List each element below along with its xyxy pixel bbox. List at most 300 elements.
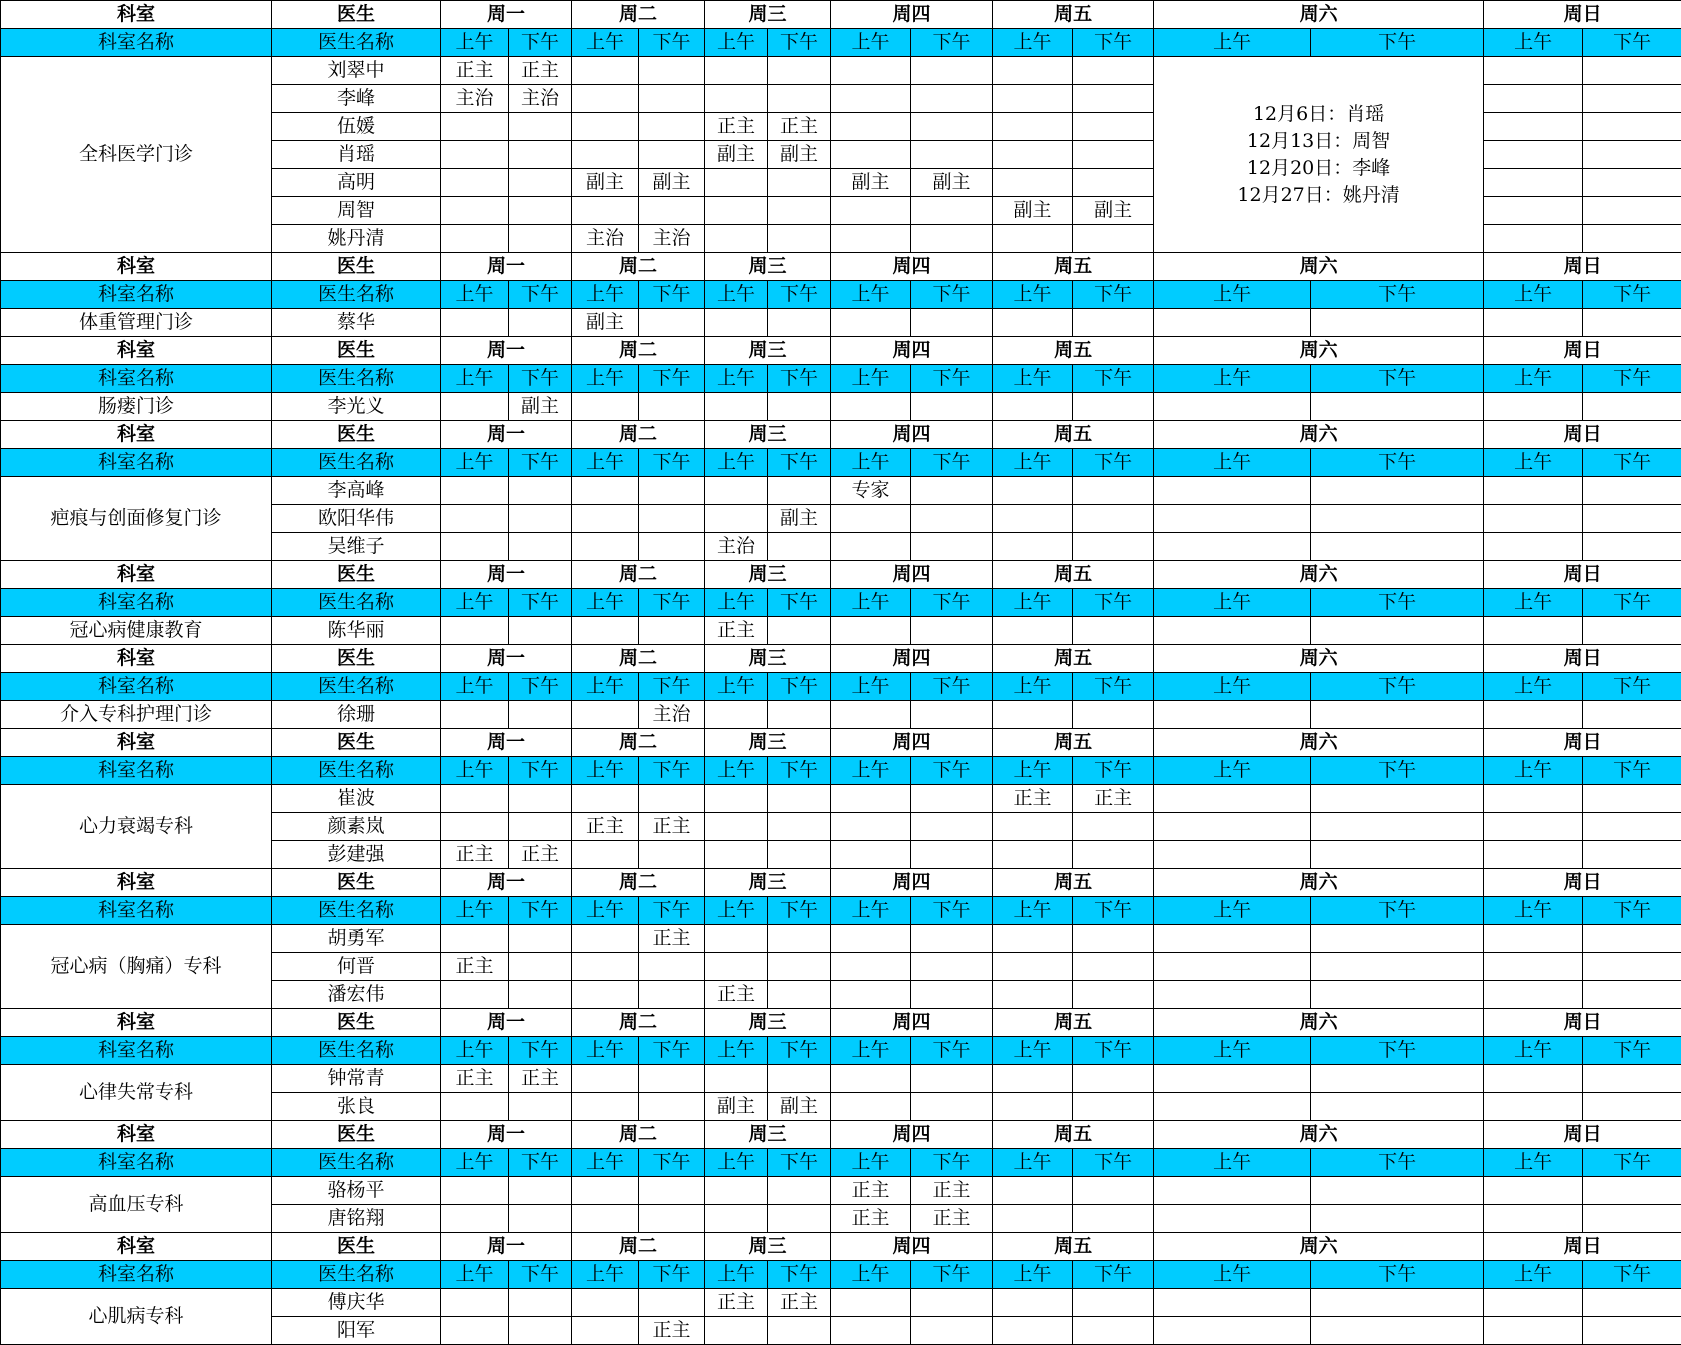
am-header-cell: 上午 xyxy=(1484,281,1583,309)
schedule-slot-cell: 副主 xyxy=(768,505,831,533)
saturday-rotation-note xyxy=(1154,57,1484,253)
schedule-slot-cell xyxy=(509,617,572,645)
pm-header-cell: 下午 xyxy=(639,1037,705,1065)
doctor-name-cell: 颜素岚 xyxy=(272,813,441,841)
schedule-slot-cell xyxy=(1484,1177,1583,1205)
am-header-cell: 上午 xyxy=(1484,29,1583,57)
schedule-slot-cell xyxy=(831,1065,911,1093)
schedule-slot-cell xyxy=(509,169,572,197)
schedule-slot-cell xyxy=(1073,141,1154,169)
doctor-name-cell: 傅庆华 xyxy=(272,1289,441,1317)
schedule-slot-cell xyxy=(705,197,768,225)
schedule-slot-cell xyxy=(572,57,639,85)
schedule-slot-cell xyxy=(831,309,911,337)
schedule-slot-cell xyxy=(1073,1065,1154,1093)
department-name-cell: 心力衰竭专科 xyxy=(1,785,272,869)
pm-header-cell: 下午 xyxy=(768,897,831,925)
schedule-slot-cell xyxy=(1073,1317,1154,1345)
schedule-slot-cell xyxy=(572,841,639,869)
am-header-cell: 上午 xyxy=(705,29,768,57)
schedule-slot-cell: 副主 xyxy=(572,169,639,197)
day-header-cell: 周三 xyxy=(705,561,831,589)
schedule-slot-cell xyxy=(639,141,705,169)
day-header-cell: 周日 xyxy=(1484,1121,1681,1149)
schedule-slot-cell xyxy=(911,813,993,841)
session-header-row xyxy=(1,29,1681,57)
schedule-slot-cell xyxy=(1154,925,1311,953)
schedule-slot-cell xyxy=(441,477,509,505)
doctor-header-cell: 医生 xyxy=(272,1,441,29)
schedule-slot-cell xyxy=(1583,533,1681,561)
pm-header-cell: 下午 xyxy=(768,365,831,393)
schedule-slot-cell xyxy=(1484,197,1583,225)
schedule-slot-cell xyxy=(993,225,1073,253)
schedule-slot-cell xyxy=(831,1289,911,1317)
schedule-slot-cell xyxy=(572,477,639,505)
am-header-cell: 上午 xyxy=(572,1261,639,1289)
schedule-slot-cell: 副主 xyxy=(768,1093,831,1121)
am-header-cell: 上午 xyxy=(1484,449,1583,477)
schedule-slot-cell xyxy=(768,785,831,813)
schedule-slot-cell xyxy=(441,617,509,645)
pm-header-cell: 下午 xyxy=(639,365,705,393)
schedule-slot-cell xyxy=(509,925,572,953)
schedule-slot-cell xyxy=(1583,169,1681,197)
pm-header-cell: 下午 xyxy=(509,757,572,785)
schedule-slot-cell: 正主 xyxy=(509,1065,572,1093)
am-header-cell: 上午 xyxy=(441,29,509,57)
schedule-slot-cell xyxy=(993,1317,1073,1345)
pm-header-cell: 下午 xyxy=(911,1037,993,1065)
dept-name-header-cell: 科室名称 xyxy=(1,673,272,701)
schedule-slot-cell xyxy=(1484,1093,1583,1121)
session-header-row xyxy=(1,589,1681,617)
schedule-slot-cell xyxy=(509,813,572,841)
dept-header-cell: 科室 xyxy=(1,645,272,673)
schedule-slot-cell xyxy=(441,1205,509,1233)
doctor-name-cell: 肖瑶 xyxy=(272,141,441,169)
schedule-slot-cell: 正主 xyxy=(572,813,639,841)
doctor-row xyxy=(1,477,1681,505)
pm-header-cell: 下午 xyxy=(1311,1037,1484,1065)
schedule-slot-cell xyxy=(1073,505,1154,533)
schedule-slot-cell xyxy=(509,1093,572,1121)
schedule-slot-cell xyxy=(1583,925,1681,953)
day-header-cell: 周三 xyxy=(705,253,831,281)
pm-header-cell: 下午 xyxy=(1073,757,1154,785)
pm-header-cell: 下午 xyxy=(1583,281,1681,309)
department-name-cell: 高血压专科 xyxy=(1,1177,272,1233)
pm-header-cell: 下午 xyxy=(639,281,705,309)
am-header-cell: 上午 xyxy=(572,589,639,617)
day-header-cell: 周二 xyxy=(572,1233,705,1261)
schedule-slot-cell xyxy=(639,113,705,141)
schedule-slot-cell xyxy=(1311,1093,1484,1121)
day-header-cell: 周一 xyxy=(441,869,572,897)
doctor-name-cell: 姚丹清 xyxy=(272,225,441,253)
schedule-slot-cell xyxy=(911,309,993,337)
day-header-cell: 周六 xyxy=(1154,1009,1484,1037)
day-header-cell: 周四 xyxy=(831,869,993,897)
schedule-slot-cell xyxy=(1154,1317,1311,1345)
schedule-slot-cell xyxy=(768,393,831,421)
dept-header-cell: 科室 xyxy=(1,421,272,449)
day-header-cell: 周六 xyxy=(1154,729,1484,757)
schedule-slot-cell xyxy=(1484,309,1583,337)
pm-header-cell: 下午 xyxy=(1583,1037,1681,1065)
pm-header-cell: 下午 xyxy=(509,673,572,701)
schedule-slot-cell xyxy=(572,925,639,953)
schedule-slot-cell xyxy=(1073,85,1154,113)
pm-header-cell: 下午 xyxy=(1311,757,1484,785)
am-header-cell: 上午 xyxy=(1484,1037,1583,1065)
schedule-slot-cell xyxy=(1154,785,1311,813)
schedule-slot-cell xyxy=(1583,309,1681,337)
schedule-slot-cell xyxy=(1073,113,1154,141)
day-header-row xyxy=(1,337,1681,365)
am-header-cell: 上午 xyxy=(441,449,509,477)
schedule-slot-cell xyxy=(639,953,705,981)
schedule-slot-cell xyxy=(441,141,509,169)
schedule-slot-cell: 正主 xyxy=(441,953,509,981)
schedule-slot-cell xyxy=(993,169,1073,197)
schedule-slot-cell xyxy=(993,477,1073,505)
schedule-slot-cell xyxy=(572,1177,639,1205)
schedule-slot-cell xyxy=(509,533,572,561)
day-header-cell: 周三 xyxy=(705,869,831,897)
am-header-cell: 上午 xyxy=(993,897,1073,925)
schedule-slot-cell xyxy=(572,113,639,141)
schedule-slot-cell xyxy=(768,617,831,645)
pm-header-cell: 下午 xyxy=(1583,29,1681,57)
schedule-slot-cell xyxy=(441,393,509,421)
day-header-cell: 周六 xyxy=(1154,337,1484,365)
schedule-slot-cell xyxy=(572,141,639,169)
schedule-slot-cell xyxy=(1583,141,1681,169)
schedule-slot-cell xyxy=(993,981,1073,1009)
day-header-cell: 周一 xyxy=(441,645,572,673)
schedule-slot-cell xyxy=(831,141,911,169)
am-header-cell: 上午 xyxy=(441,1149,509,1177)
schedule-slot-cell xyxy=(911,197,993,225)
pm-header-cell: 下午 xyxy=(639,1149,705,1177)
doctor-row xyxy=(1,617,1681,645)
day-header-row xyxy=(1,1,1681,29)
session-header-row xyxy=(1,757,1681,785)
schedule-slot-cell xyxy=(1583,85,1681,113)
schedule-slot-cell xyxy=(831,617,911,645)
pm-header-cell: 下午 xyxy=(1073,281,1154,309)
am-header-cell: 上午 xyxy=(705,365,768,393)
doctor-header-cell: 医生 xyxy=(272,729,441,757)
schedule-slot-cell xyxy=(1073,841,1154,869)
schedule-slot-cell xyxy=(639,533,705,561)
dept-name-header-cell: 科室名称 xyxy=(1,1261,272,1289)
dept-header-cell: 科室 xyxy=(1,337,272,365)
doctor-row xyxy=(1,925,1681,953)
am-header-cell: 上午 xyxy=(1484,589,1583,617)
doctor-header-cell: 医生 xyxy=(272,645,441,673)
pm-header-cell: 下午 xyxy=(509,365,572,393)
day-header-cell: 周日 xyxy=(1484,253,1681,281)
schedule-slot-cell xyxy=(639,505,705,533)
am-header-cell: 上午 xyxy=(705,1261,768,1289)
am-header-cell: 上午 xyxy=(572,897,639,925)
schedule-slot-cell xyxy=(705,57,768,85)
doctor-name-cell: 李高峰 xyxy=(272,477,441,505)
day-header-cell: 周日 xyxy=(1484,337,1681,365)
schedule-slot-cell xyxy=(639,785,705,813)
am-header-cell: 上午 xyxy=(1484,1261,1583,1289)
schedule-slot-cell xyxy=(1311,1205,1484,1233)
department-name-cell: 介入专科护理门诊 xyxy=(1,701,272,729)
day-header-cell: 周三 xyxy=(705,337,831,365)
schedule-slot-cell xyxy=(831,533,911,561)
schedule-slot-cell xyxy=(768,841,831,869)
schedule-slot-cell xyxy=(993,925,1073,953)
doctor-header-cell: 医生 xyxy=(272,869,441,897)
pm-header-cell: 下午 xyxy=(1583,365,1681,393)
doctor-name-cell: 唐铭翔 xyxy=(272,1205,441,1233)
schedule-slot-cell xyxy=(911,701,993,729)
pm-header-cell: 下午 xyxy=(509,1037,572,1065)
doctor-header-cell: 医生 xyxy=(272,1009,441,1037)
day-header-cell: 周三 xyxy=(705,421,831,449)
doctor-name-cell: 欧阳华伟 xyxy=(272,505,441,533)
schedule-slot-cell xyxy=(911,477,993,505)
am-header-cell: 上午 xyxy=(1484,365,1583,393)
pm-header-cell: 下午 xyxy=(1073,1261,1154,1289)
day-header-row xyxy=(1,1009,1681,1037)
day-header-row xyxy=(1,421,1681,449)
schedule-slot-cell xyxy=(1583,1205,1681,1233)
doctor-name-header-cell: 医生名称 xyxy=(272,449,441,477)
pm-header-cell: 下午 xyxy=(1311,673,1484,701)
schedule-slot-cell: 副主 xyxy=(831,169,911,197)
day-header-cell: 周二 xyxy=(572,645,705,673)
schedule-slot-cell xyxy=(509,1289,572,1317)
schedule-slot-cell xyxy=(831,813,911,841)
schedule-slot-cell xyxy=(1583,953,1681,981)
schedule-slot-cell xyxy=(441,1289,509,1317)
schedule-slot-cell xyxy=(441,533,509,561)
am-header-cell: 上午 xyxy=(572,365,639,393)
schedule-slot-cell xyxy=(831,785,911,813)
am-header-cell: 上午 xyxy=(572,673,639,701)
dept-name-header-cell: 科室名称 xyxy=(1,757,272,785)
schedule-slot-cell xyxy=(1484,169,1583,197)
schedule-slot-cell: 正主 xyxy=(639,925,705,953)
schedule-slot-cell xyxy=(639,981,705,1009)
day-header-cell: 周四 xyxy=(831,1233,993,1261)
schedule-slot-cell xyxy=(831,981,911,1009)
am-header-cell: 上午 xyxy=(993,1261,1073,1289)
day-header-cell: 周五 xyxy=(993,421,1154,449)
schedule-slot-cell xyxy=(1311,1177,1484,1205)
am-header-cell: 上午 xyxy=(705,757,768,785)
pm-header-cell: 下午 xyxy=(768,29,831,57)
day-header-cell: 周一 xyxy=(441,421,572,449)
schedule-slot-cell xyxy=(1073,1093,1154,1121)
schedule-slot-cell xyxy=(831,393,911,421)
day-header-cell: 周一 xyxy=(441,1121,572,1149)
schedule-slot-cell xyxy=(1583,785,1681,813)
schedule-slot-cell xyxy=(1583,197,1681,225)
pm-header-cell: 下午 xyxy=(1073,1149,1154,1177)
schedule-slot-cell xyxy=(1154,813,1311,841)
day-header-cell: 周二 xyxy=(572,1009,705,1037)
doctor-name-cell: 彭建强 xyxy=(272,841,441,869)
schedule-slot-cell xyxy=(639,1093,705,1121)
schedule-slot-cell: 主治 xyxy=(639,701,705,729)
pm-header-cell: 下午 xyxy=(639,589,705,617)
schedule-slot-cell xyxy=(1484,841,1583,869)
pm-header-cell: 下午 xyxy=(509,589,572,617)
day-header-cell: 周三 xyxy=(705,1,831,29)
schedule-slot-cell xyxy=(1583,57,1681,85)
schedule-slot-cell xyxy=(572,85,639,113)
dept-header-cell: 科室 xyxy=(1,253,272,281)
pm-header-cell: 下午 xyxy=(1073,673,1154,701)
doctor-header-cell: 医生 xyxy=(272,253,441,281)
dept-name-header-cell: 科室名称 xyxy=(1,281,272,309)
am-header-cell: 上午 xyxy=(831,1261,911,1289)
schedule-slot-cell xyxy=(1311,1317,1484,1345)
doctor-name-cell: 钟常青 xyxy=(272,1065,441,1093)
day-header-row xyxy=(1,561,1681,589)
doctor-row xyxy=(1,57,1681,85)
schedule-slot-cell xyxy=(1073,225,1154,253)
schedule-slot-cell: 主治 xyxy=(509,85,572,113)
am-header-cell: 上午 xyxy=(1154,757,1311,785)
schedule-slot-cell xyxy=(1154,393,1311,421)
schedule-slot-cell xyxy=(1583,1093,1681,1121)
schedule-slot-cell xyxy=(705,841,768,869)
dept-header-cell: 科室 xyxy=(1,1233,272,1261)
dept-header-cell: 科室 xyxy=(1,869,272,897)
schedule-slot-cell xyxy=(509,197,572,225)
doctor-row xyxy=(1,1065,1681,1093)
day-header-cell: 周四 xyxy=(831,561,993,589)
schedule-slot-cell: 主治 xyxy=(639,225,705,253)
schedule-slot-cell xyxy=(509,953,572,981)
schedule-slot-cell xyxy=(441,1093,509,1121)
schedule-slot-cell xyxy=(1484,925,1583,953)
pm-header-cell: 下午 xyxy=(911,1261,993,1289)
schedule-slot-cell xyxy=(911,393,993,421)
schedule-slot-cell xyxy=(1583,701,1681,729)
schedule-slot-cell xyxy=(993,701,1073,729)
schedule-slot-cell xyxy=(1154,953,1311,981)
am-header-cell: 上午 xyxy=(993,1037,1073,1065)
day-header-row xyxy=(1,1233,1681,1261)
schedule-slot-cell xyxy=(831,505,911,533)
day-header-cell: 周三 xyxy=(705,1009,831,1037)
day-header-cell: 周六 xyxy=(1154,869,1484,897)
schedule-slot-cell xyxy=(1311,309,1484,337)
am-header-cell: 上午 xyxy=(831,897,911,925)
pm-header-cell: 下午 xyxy=(509,29,572,57)
schedule-slot-cell xyxy=(1484,1317,1583,1345)
am-header-cell: 上午 xyxy=(1154,365,1311,393)
schedule-slot-cell xyxy=(572,533,639,561)
pm-header-cell: 下午 xyxy=(639,449,705,477)
schedule-slot-cell xyxy=(705,225,768,253)
doctor-name-header-cell: 医生名称 xyxy=(272,281,441,309)
day-header-cell: 周二 xyxy=(572,869,705,897)
schedule-slot-cell xyxy=(1583,617,1681,645)
schedule-slot-cell xyxy=(705,309,768,337)
day-header-cell: 周五 xyxy=(993,253,1154,281)
schedule-slot-cell xyxy=(441,505,509,533)
schedule-slot-cell: 正主 xyxy=(831,1177,911,1205)
schedule-slot-cell: 副主 xyxy=(993,197,1073,225)
am-header-cell: 上午 xyxy=(572,449,639,477)
schedule-slot-cell xyxy=(639,1177,705,1205)
schedule-slot-cell xyxy=(993,841,1073,869)
am-header-cell: 上午 xyxy=(1154,1149,1311,1177)
schedule-slot-cell xyxy=(831,701,911,729)
am-header-cell: 上午 xyxy=(1154,589,1311,617)
schedule-slot-cell xyxy=(1583,1065,1681,1093)
schedule-slot-cell xyxy=(509,701,572,729)
doctor-name-cell: 刘翠中 xyxy=(272,57,441,85)
schedule-slot-cell xyxy=(768,309,831,337)
doctor-name-header-cell: 医生名称 xyxy=(272,1149,441,1177)
pm-header-cell: 下午 xyxy=(509,897,572,925)
schedule-slot-cell xyxy=(1484,1065,1583,1093)
pm-header-cell: 下午 xyxy=(768,1037,831,1065)
schedule-slot-cell xyxy=(639,477,705,505)
pm-header-cell: 下午 xyxy=(1073,897,1154,925)
schedule-slot-cell xyxy=(993,141,1073,169)
pm-header-cell: 下午 xyxy=(509,1261,572,1289)
am-header-cell: 上午 xyxy=(993,673,1073,701)
schedule-slot-cell xyxy=(831,925,911,953)
schedule-slot-cell xyxy=(911,841,993,869)
doctor-row xyxy=(1,1289,1681,1317)
schedule-slot-cell xyxy=(1073,57,1154,85)
session-header-row xyxy=(1,673,1681,701)
doctor-name-cell: 周智 xyxy=(272,197,441,225)
pm-header-cell: 下午 xyxy=(1583,449,1681,477)
department-name-cell: 心律失常专科 xyxy=(1,1065,272,1121)
schedule-slot-cell: 主治 xyxy=(572,225,639,253)
pm-header-cell: 下午 xyxy=(1583,1261,1681,1289)
day-header-cell: 周四 xyxy=(831,337,993,365)
doctor-name-header-cell: 医生名称 xyxy=(272,29,441,57)
schedule-slot-cell: 正主 xyxy=(705,113,768,141)
schedule-slot-cell xyxy=(1583,505,1681,533)
schedule-slot-cell xyxy=(1484,57,1583,85)
doctor-header-cell: 医生 xyxy=(272,561,441,589)
department-name-cell: 疤痕与创面修复门诊 xyxy=(1,477,272,561)
schedule-slot-cell: 正主 xyxy=(705,617,768,645)
pm-header-cell: 下午 xyxy=(639,1261,705,1289)
day-header-cell: 周二 xyxy=(572,1121,705,1149)
dept-header-cell: 科室 xyxy=(1,561,272,589)
schedule-slot-cell xyxy=(993,57,1073,85)
department-name-cell: 冠心病（胸痛）专科 xyxy=(1,925,272,1009)
schedule-slot-cell xyxy=(639,393,705,421)
doctor-name-header-cell: 医生名称 xyxy=(272,589,441,617)
schedule-slot-cell xyxy=(639,197,705,225)
schedule-slot-cell: 副主 xyxy=(509,393,572,421)
day-header-cell: 周三 xyxy=(705,1121,831,1149)
schedule-slot-cell xyxy=(1583,841,1681,869)
pm-header-cell: 下午 xyxy=(1583,1149,1681,1177)
schedule-slot-cell: 正主 xyxy=(639,813,705,841)
